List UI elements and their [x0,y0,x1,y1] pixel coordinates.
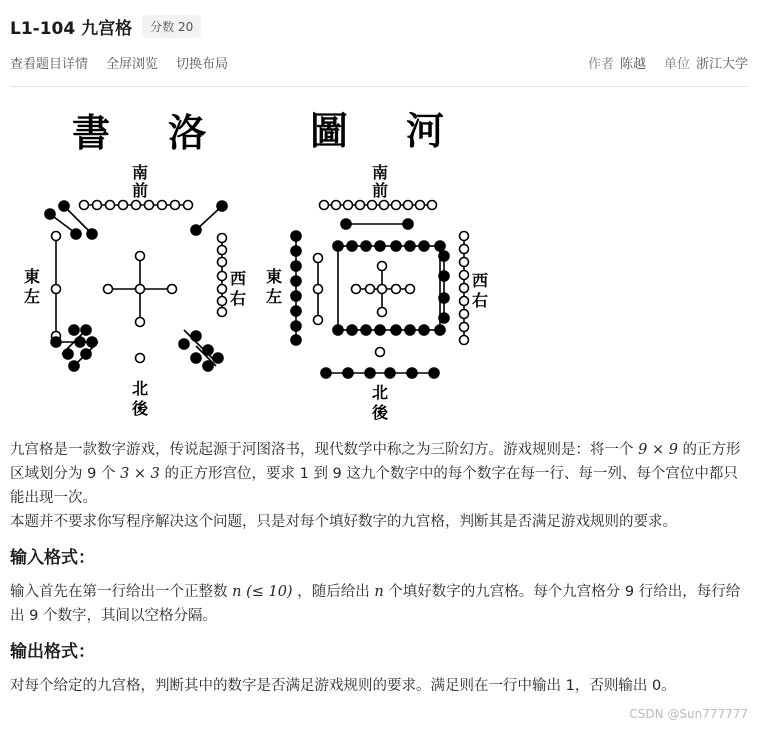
hetu-east-2: 左 [266,287,283,306]
luoshu-west-1: 西 [230,269,247,288]
hetu-diagram [291,201,469,379]
output-format-heading: 输出格式： [10,642,95,662]
hetu-north-2: 後 [372,403,389,422]
luoshu-title-char-1: 書 [72,110,111,155]
intro-paragraph [10,438,750,510]
input-text-3: 个填好数字的九宫格。每个九宫格分 9 行给出，每行给出 9 个数字，其间以空格分隔。 [10,584,741,624]
switch-layout-link[interactable]: 切换布局 [176,56,229,72]
input-format-paragraph [10,580,750,628]
math-3x3: 3 × 3 [120,466,160,482]
intro-text-3: 的正方形宫位，要求 1 到 9 这九个数字中的每个数字在每一行、每一列、每个宫位中都只能出现一次。 [10,466,738,506]
input-text-2: ，随后给出 [297,584,370,600]
fullscreen-link[interactable]: 全屏浏览 [106,56,159,72]
problem-statement [10,438,750,698]
intro-text-1: 九宫格是一款数字游戏，传说起源于河图洛书，现代数学中称之为三阶幻方。游戏规则是：将一个 [10,442,634,458]
problem-header [10,12,748,40]
watermark: CSDN @Sun777777 [629,707,748,721]
org-label: 单位 [663,56,690,72]
hetu-south-2: 前 [372,181,389,200]
hetu-title-char-2: 河 [406,108,445,153]
view-detail-link[interactable]: 查看题目详情 [10,56,89,72]
luoshu-south-2: 前 [132,181,149,200]
luoshu-diagram [45,201,227,372]
output-format-paragraph: 对每个给定的九宫格，判断其中的数字是否满足游戏规则的要求。满足则在一行中输出 1，否则输出 0。 [10,678,676,694]
hetu-west-1: 西 [472,271,489,290]
luoshu-east-1: 東 [24,267,41,286]
luoshu-west-2: 右 [230,289,247,308]
hetu-title-char-1: 圖 [310,108,349,153]
intro-text-2: 的正方形区域划分为 9 个 [10,442,741,482]
math-9x9: 9 × 9 [638,442,678,458]
luoshu-north-1: 北 [132,379,149,398]
author-name: 陈越 [619,56,646,72]
luoshu-south-1: 南 [132,163,149,182]
luoshu-east-2: 左 [24,287,41,306]
luoshu-title-char-2: 洛 [168,110,207,155]
hetu-luoshu-figure [20,96,490,426]
score-badge: 分数 20 [142,15,201,38]
hetu-north-1: 北 [372,383,389,402]
hetu-south-1: 南 [372,163,389,182]
hetu-west-2: 右 [472,291,489,310]
author-info [588,53,646,72]
math-n-2: n [374,584,384,600]
header-divider [10,86,748,87]
math-n: n [232,584,242,600]
math-condition: (≤ 10) [246,584,293,600]
input-text-1: 输入首先在第一行给出一个正整数 [10,584,228,600]
hetu-east-1: 東 [266,267,283,286]
input-format-heading: 输入格式： [10,548,95,568]
toolbar [10,52,748,72]
luoshu-north-2: 後 [132,399,149,418]
org-name: 浙江大学 [695,56,748,72]
author-label: 作者 [587,56,614,72]
problem-title: L1-104 九宫格 [10,18,133,39]
intro-paragraph-2: 本题并不要求你写程序解决这个问题，只是对每个填好数字的九宫格，判断其是否满足游戏规则的要求。 [10,514,677,530]
org-info [664,53,748,72]
